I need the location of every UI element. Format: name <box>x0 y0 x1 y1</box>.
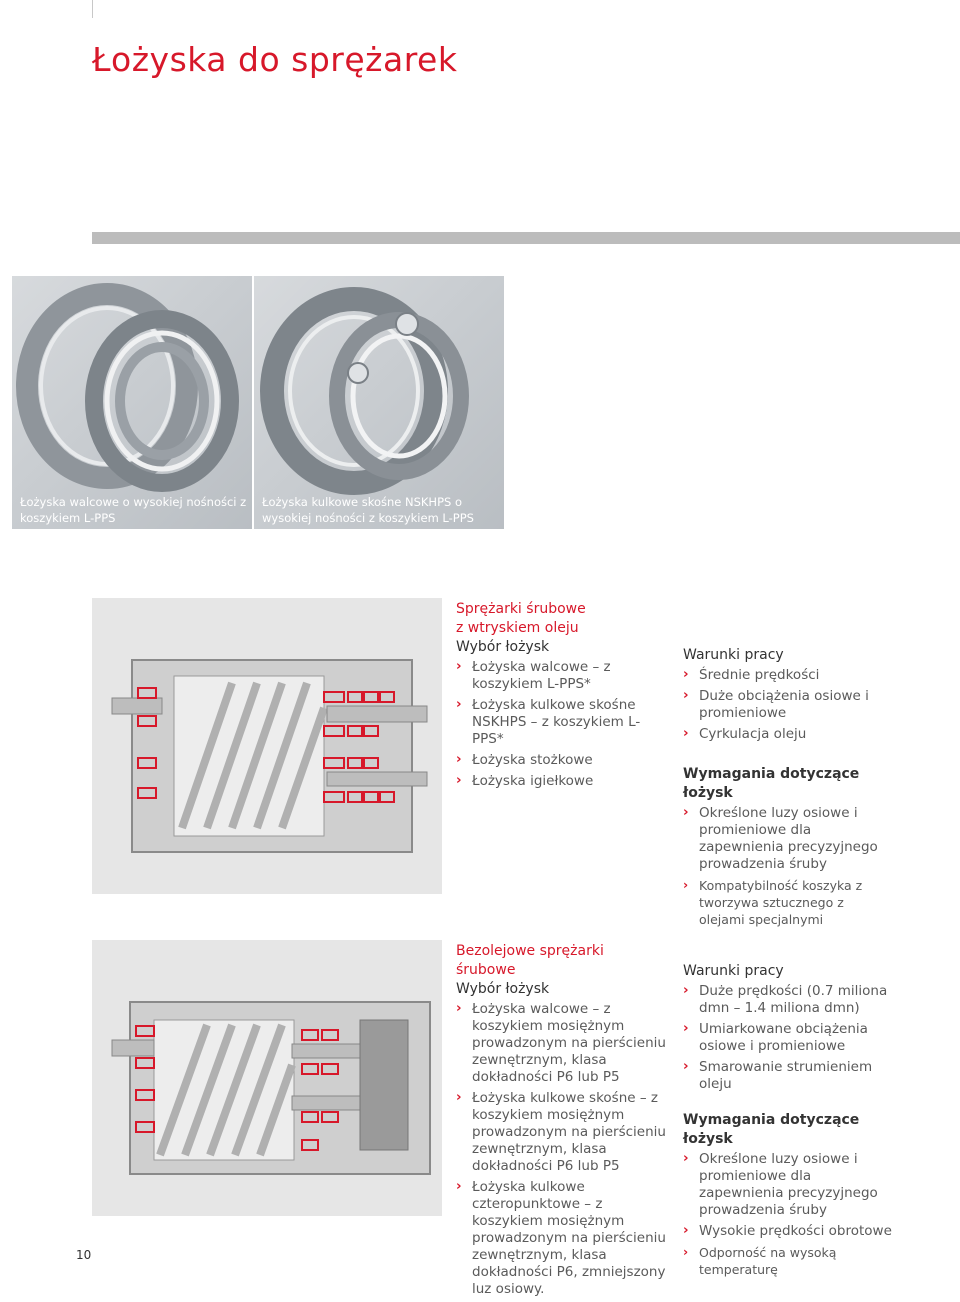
list-item: › Określone luzy osiowe i promieniowe dla zapewnienia precyzyjnego prowadzenia śruby <box>683 1151 893 1219</box>
section2-conditions-list <box>683 983 893 1093</box>
list-item: › Średnie prędkości <box>683 667 893 684</box>
list-item: › Kompatybilność koszyka z tworzywa sztucznego z olejami specjalnymi <box>683 877 893 928</box>
photo-angular-contact-bearing <box>254 276 504 529</box>
list-item: › Łożyska kulkowe skośne NSKHPS – z koszykiem L-PPS* <box>456 697 666 748</box>
photo-caption: Łożyska walcowe o wysokiej nośności z koszykiem L-PPS <box>20 495 247 525</box>
section1-selection-list <box>456 659 666 790</box>
section1-conditions-list <box>683 667 893 743</box>
section1-requirements-list <box>683 805 893 928</box>
list-item: › Łożyska walcowe – z koszykiem L-PPS* <box>456 659 666 693</box>
page-title: Łożyska do sprężarek <box>92 40 458 79</box>
section1-heading-line1: Sprężarki śrubowe <box>456 601 586 617</box>
list-item: › Wysokie prędkości obrotowe <box>683 1223 893 1240</box>
section1-selection <box>456 600 666 794</box>
cylindrical-bearing-image <box>12 276 252 529</box>
list-item: › Łożyska kulkowe skośne – z koszykiem mosiężnym prowadzonym na pierścieniu zewnętrznym, klasa dokładności P6 lub P5 <box>456 1090 666 1175</box>
section2-requirements-heading: Wymagania dotyczące łożysk <box>683 1112 860 1147</box>
list-item: › Łożyska walcowe – z koszykiem mosiężnym prowadzonym na pierścieniu zewnętrznym, klasa dokładności P6 lub P5 <box>456 1001 666 1086</box>
list-item: › Łożyska stożkowe <box>456 752 666 769</box>
section1-heading-line2: z wtryskiem oleju <box>456 620 579 636</box>
section2-selection-heading: Wybór łożysk <box>456 981 550 997</box>
list-item: › Odporność na wysoką temperaturę <box>683 1244 893 1278</box>
list-item: › Smarowanie strumieniem oleju <box>683 1059 893 1093</box>
page-number: 10 <box>76 1248 92 1262</box>
section2-selection <box>456 942 666 1302</box>
header-bar <box>92 232 960 244</box>
section1-conditions-heading: Warunki pracy <box>683 647 784 663</box>
section2-heading: Bezolejowe sprężarki śrubowe <box>456 943 604 978</box>
list-item: › Duże prędkości (0.7 miliona dmn – 1.4 miliona dmn) <box>683 983 893 1017</box>
list-item: › Umiarkowane obciążenia osiowe i promieniowe <box>683 1021 893 1055</box>
section1-selection-heading: Wybór łożysk <box>456 639 550 655</box>
photo-cylindrical-bearing <box>12 276 252 529</box>
list-item: › Łożyska kulkowe czteropunktowe – z koszykiem mosiężnym prowadzonym na pierścieniu zewnętrznym, klasa dokładności P6, zmniejszony luz osiowy. <box>456 1179 666 1298</box>
list-item: › Duże obciążenia osiowe i promieniowe <box>683 688 893 722</box>
oil-free-compressor-drawing <box>92 940 442 1216</box>
section2-requirements-list <box>683 1151 893 1278</box>
list-item: › Łożyska igiełkowe <box>456 773 666 790</box>
section2-selection-list <box>456 1001 666 1298</box>
section2-conditions <box>683 962 893 1282</box>
list-item: › Cyrkulacja oleju <box>683 726 893 743</box>
photo-caption: Łożyska kulkowe skośne NSKHPS o wysokiej nośności z koszykiem L-PPS <box>262 495 474 525</box>
section1-requirements-heading: Wymagania dotyczące łożysk <box>683 766 860 801</box>
top-rule <box>92 0 93 18</box>
angular-contact-bearing-image <box>254 276 504 529</box>
section2-conditions-heading: Warunki pracy <box>683 963 784 979</box>
list-item: › Określone luzy osiowe i promieniowe dla zapewnienia precyzyjnego prowadzenia śruby <box>683 805 893 873</box>
compressor-cross-section <box>92 598 442 894</box>
section1-conditions <box>683 646 893 932</box>
compressor-cross-section <box>92 940 442 1216</box>
oil-injected-compressor-drawing <box>92 598 442 894</box>
